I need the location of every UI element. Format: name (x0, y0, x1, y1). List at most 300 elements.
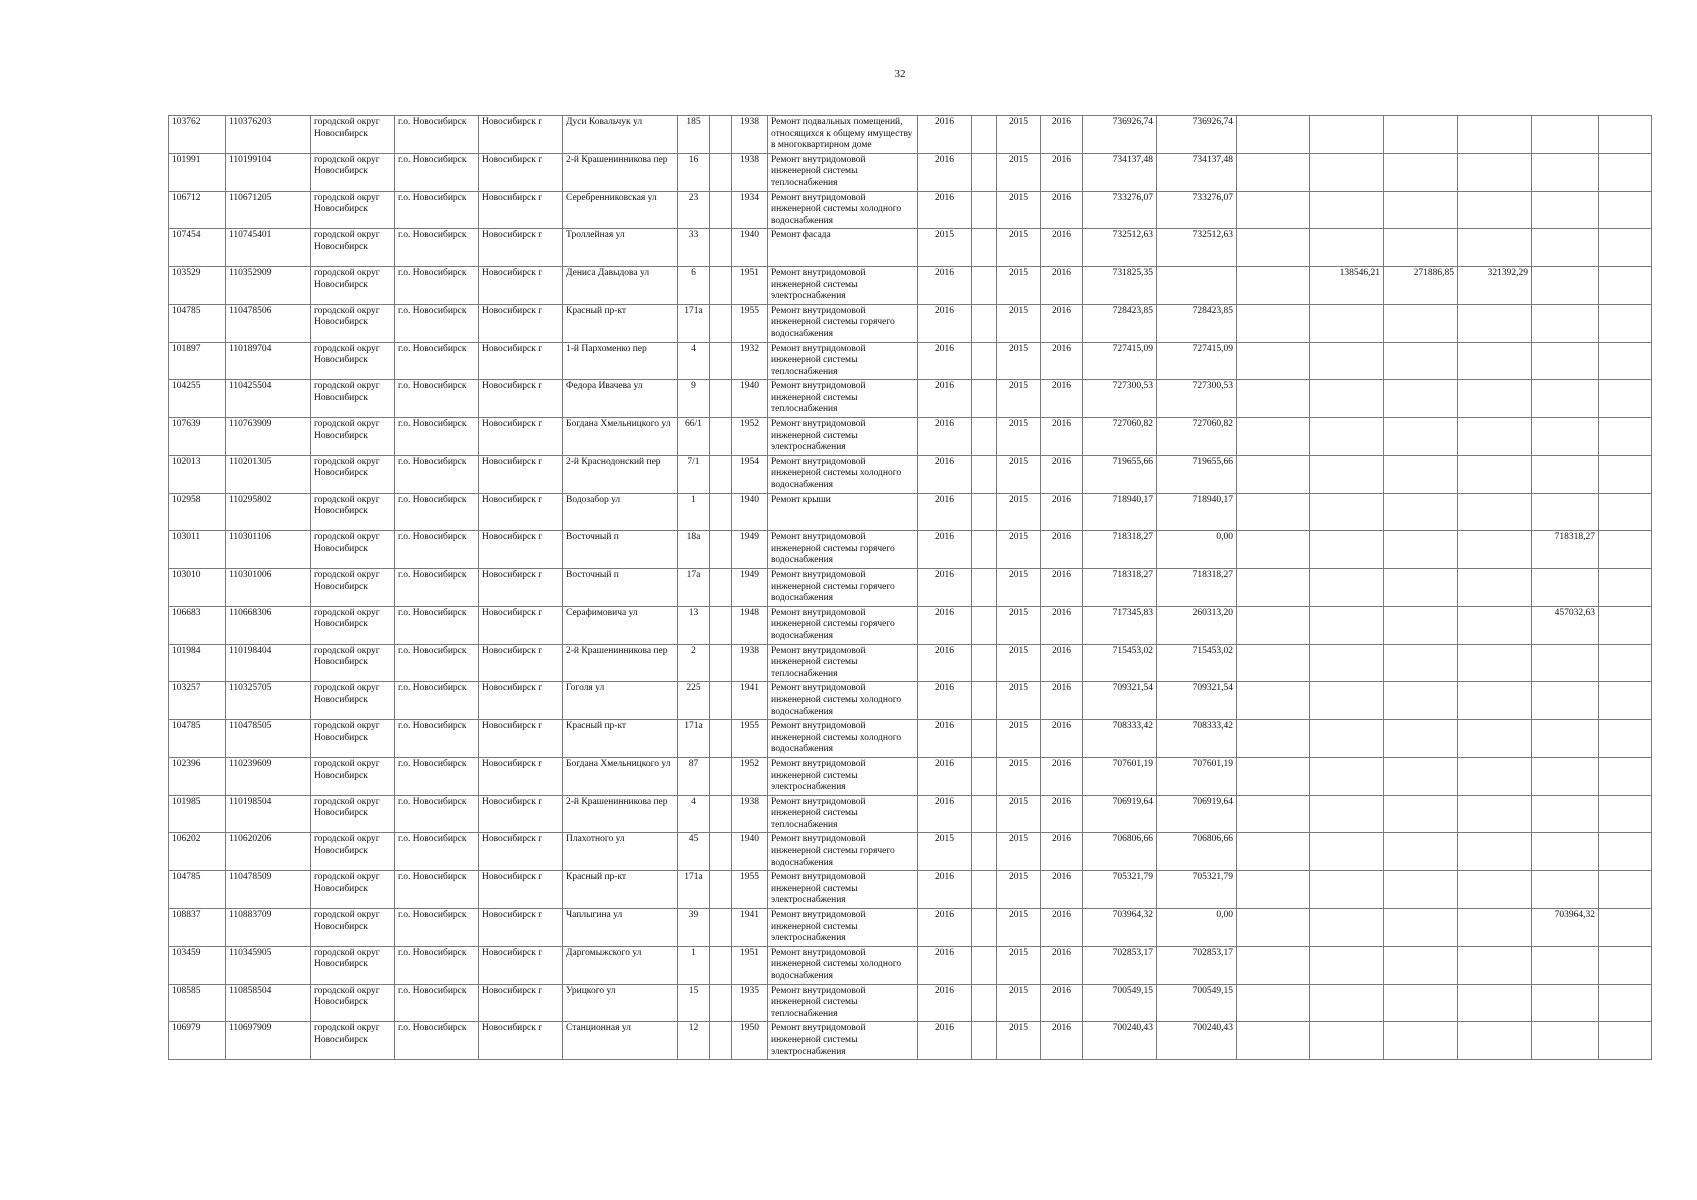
cell-municipal-entity: г.о. Новосибирск (395, 757, 479, 795)
cell-work-type: Ремонт внутридомовой инженерной системы холодного водоснабжения (768, 455, 918, 493)
cell-fund-cost: 718318,27 (1157, 569, 1237, 607)
cell-end-year: 2016 (1041, 116, 1083, 154)
cell-municipal-entity: г.о. Новосибирск (395, 795, 479, 833)
cell-locality: Новосибирск г (479, 342, 563, 380)
cell-object-id: 104785 (169, 720, 226, 758)
cell-other-funds: 703964,32 (1532, 909, 1599, 947)
cell-municipal-entity: г.о. Новосибирск (395, 720, 479, 758)
cell-fund-cost: 727060,82 (1157, 418, 1237, 456)
cell-end-year: 2016 (1041, 606, 1083, 644)
cell-start-year: 2015 (997, 229, 1041, 267)
cell-house-code: 110295802 (226, 493, 311, 531)
cell-locality: Новосибирск г (479, 569, 563, 607)
cell-house-code: 110199104 (226, 153, 311, 191)
cell-work-type: Ремонт фасада (768, 229, 918, 267)
cell-end-year: 2016 (1041, 418, 1083, 456)
cell-start-year: 2015 (997, 342, 1041, 380)
cell-building (710, 606, 732, 644)
cell-street: 2-й Крашенинникова пер (563, 153, 678, 191)
cell-extra (1599, 833, 1652, 871)
cell-other-funds (1532, 455, 1599, 493)
cell-owners-funds (1458, 720, 1532, 758)
cell-regional-funds (1310, 909, 1384, 947)
cell-street: Гоголя ул (563, 682, 678, 720)
cell-start-year: 2015 (997, 644, 1041, 682)
cell-fund-cost: 718940,17 (1157, 493, 1237, 531)
table-row (169, 266, 1652, 304)
cell-object-id: 106712 (169, 191, 226, 229)
cell-other-funds (1532, 493, 1599, 531)
cell-local-funds (1384, 229, 1458, 267)
cell-other-funds (1532, 1022, 1599, 1060)
cell-regional-funds (1310, 229, 1384, 267)
cell-municipality: городской округ Новосибирск (311, 569, 395, 607)
cell-owners-funds (1458, 833, 1532, 871)
table-row (169, 380, 1652, 418)
cell-end-year: 2016 (1041, 229, 1083, 267)
cell-end-year: 2016 (1041, 984, 1083, 1022)
cell-house-code: 110425504 (226, 380, 311, 418)
cell-municipal-entity: г.о. Новосибирск (395, 266, 479, 304)
cell-owners-funds (1458, 191, 1532, 229)
cell-total-cost: 707601,19 (1083, 757, 1157, 795)
cell-locality: Новосибирск г (479, 795, 563, 833)
cell-start-year: 2015 (997, 266, 1041, 304)
cell-total-cost: 718318,27 (1083, 569, 1157, 607)
cell-extra (1599, 531, 1652, 569)
cell-locality: Новосибирск г (479, 682, 563, 720)
table-row (169, 833, 1652, 871)
cell-extra (1599, 342, 1652, 380)
cell-reserved (972, 682, 997, 720)
cell-regional-funds (1310, 833, 1384, 871)
cell-street: Плахотного ул (563, 833, 678, 871)
cell-building (710, 569, 732, 607)
cell-total-cost: 700240,43 (1083, 1022, 1157, 1060)
cell-work-type: Ремонт внутридомовой инженерной системы теплоснабжения (768, 644, 918, 682)
cell-extra (1599, 984, 1652, 1022)
cell-build-year: 1940 (732, 833, 768, 871)
cell-municipal-entity: г.о. Новосибирск (395, 871, 479, 909)
cell-federal-funds (1237, 153, 1310, 191)
cell-owners-funds: 321392,29 (1458, 266, 1532, 304)
cell-local-funds (1384, 569, 1458, 607)
table-row (169, 795, 1652, 833)
table-row (169, 757, 1652, 795)
cell-end-year: 2016 (1041, 569, 1083, 607)
cell-house-code: 110239609 (226, 757, 311, 795)
cell-extra (1599, 304, 1652, 342)
cell-locality: Новосибирск г (479, 606, 563, 644)
cell-municipal-entity: г.о. Новосибирск (395, 342, 479, 380)
table-row (169, 720, 1652, 758)
cell-reserved (972, 833, 997, 871)
cell-start-year: 2015 (997, 531, 1041, 569)
cell-locality: Новосибирск г (479, 720, 563, 758)
cell-locality: Новосибирск г (479, 116, 563, 154)
cell-locality: Новосибирск г (479, 191, 563, 229)
cell-end-year: 2016 (1041, 380, 1083, 418)
cell-extra (1599, 569, 1652, 607)
cell-plan-year: 2015 (918, 833, 972, 871)
cell-federal-funds (1237, 229, 1310, 267)
cell-federal-funds (1237, 909, 1310, 947)
cell-house-number: 1 (678, 493, 710, 531)
cell-regional-funds (1310, 342, 1384, 380)
cell-municipal-entity: г.о. Новосибирск (395, 493, 479, 531)
cell-owners-funds (1458, 531, 1532, 569)
cell-municipality: городской округ Новосибирск (311, 871, 395, 909)
cell-locality: Новосибирск г (479, 757, 563, 795)
cell-house-code: 110763909 (226, 418, 311, 456)
cell-plan-year: 2016 (918, 191, 972, 229)
cell-municipal-entity: г.о. Новосибирск (395, 569, 479, 607)
cell-building (710, 304, 732, 342)
cell-regional-funds (1310, 1022, 1384, 1060)
cell-house-code: 110198504 (226, 795, 311, 833)
cell-regional-funds (1310, 682, 1384, 720)
cell-federal-funds (1237, 1022, 1310, 1060)
cell-municipality: городской округ Новосибирск (311, 682, 395, 720)
cell-local-funds (1384, 833, 1458, 871)
cell-fund-cost: 728423,85 (1157, 304, 1237, 342)
cell-other-funds (1532, 229, 1599, 267)
cell-work-type: Ремонт внутридомовой инженерной системы электроснабжения (768, 757, 918, 795)
cell-house-number: 185 (678, 116, 710, 154)
table-row (169, 116, 1652, 154)
cell-house-code: 110478506 (226, 304, 311, 342)
cell-plan-year: 2016 (918, 116, 972, 154)
cell-plan-year: 2016 (918, 984, 972, 1022)
cell-other-funds: 718318,27 (1532, 531, 1599, 569)
cell-total-cost: 731825,35 (1083, 266, 1157, 304)
cell-total-cost: 718318,27 (1083, 531, 1157, 569)
cell-other-funds (1532, 380, 1599, 418)
cell-extra (1599, 909, 1652, 947)
cell-end-year: 2016 (1041, 833, 1083, 871)
cell-building (710, 1022, 732, 1060)
cell-house-code: 110478505 (226, 720, 311, 758)
cell-fund-cost: 727300,53 (1157, 380, 1237, 418)
cell-plan-year: 2015 (918, 229, 972, 267)
cell-building (710, 380, 732, 418)
cell-object-id: 103257 (169, 682, 226, 720)
cell-building (710, 909, 732, 947)
cell-federal-funds (1237, 795, 1310, 833)
cell-locality: Новосибирск г (479, 266, 563, 304)
cell-federal-funds (1237, 606, 1310, 644)
cell-house-code: 110301106 (226, 531, 311, 569)
cell-municipality: городской округ Новосибирск (311, 531, 395, 569)
cell-total-cost: 705321,79 (1083, 871, 1157, 909)
cell-fund-cost: 732512,63 (1157, 229, 1237, 267)
table-row (169, 304, 1652, 342)
cell-federal-funds (1237, 116, 1310, 154)
cell-object-id: 101984 (169, 644, 226, 682)
table-row (169, 342, 1652, 380)
cell-building (710, 720, 732, 758)
cell-federal-funds (1237, 757, 1310, 795)
cell-owners-funds (1458, 1022, 1532, 1060)
cell-building (710, 795, 732, 833)
cell-house-number: 23 (678, 191, 710, 229)
cell-local-funds (1384, 606, 1458, 644)
cell-building (710, 191, 732, 229)
cell-fund-cost: 719655,66 (1157, 455, 1237, 493)
cell-build-year: 1940 (732, 229, 768, 267)
cell-work-type: Ремонт внутридомовой инженерной системы электроснабжения (768, 266, 918, 304)
cell-municipal-entity: г.о. Новосибирск (395, 984, 479, 1022)
cell-build-year: 1952 (732, 418, 768, 456)
cell-fund-cost: 700240,43 (1157, 1022, 1237, 1060)
cell-street: Урицкого ул (563, 984, 678, 1022)
cell-work-type: Ремонт внутридомовой инженерной системы теплоснабжения (768, 153, 918, 191)
cell-owners-funds (1458, 984, 1532, 1022)
cell-municipality: городской округ Новосибирск (311, 342, 395, 380)
cell-regional-funds: 138546,21 (1310, 266, 1384, 304)
cell-municipal-entity: г.о. Новосибирск (395, 229, 479, 267)
cell-plan-year: 2016 (918, 342, 972, 380)
cell-house-code: 110345905 (226, 946, 311, 984)
cell-municipal-entity: г.о. Новосибирск (395, 191, 479, 229)
cell-other-funds (1532, 757, 1599, 795)
cell-work-type: Ремонт внутридомовой инженерной системы теплоснабжения (768, 984, 918, 1022)
table-row (169, 531, 1652, 569)
cell-end-year: 2016 (1041, 909, 1083, 947)
cell-locality: Новосибирск г (479, 153, 563, 191)
cell-start-year: 2015 (997, 720, 1041, 758)
cell-house-number: 18а (678, 531, 710, 569)
cell-owners-funds (1458, 229, 1532, 267)
cell-building (710, 531, 732, 569)
cell-house-code: 110745401 (226, 229, 311, 267)
cell-object-id: 104785 (169, 871, 226, 909)
cell-street: Богдана Хмельницкого ул (563, 418, 678, 456)
cell-work-type: Ремонт внутридомовой инженерной системы теплоснабжения (768, 795, 918, 833)
cell-plan-year: 2016 (918, 1022, 972, 1060)
cell-start-year: 2015 (997, 833, 1041, 871)
cell-building (710, 757, 732, 795)
cell-municipal-entity: г.о. Новосибирск (395, 682, 479, 720)
cell-building (710, 946, 732, 984)
cell-end-year: 2016 (1041, 191, 1083, 229)
cell-extra (1599, 946, 1652, 984)
cell-total-cost: 700549,15 (1083, 984, 1157, 1022)
cell-locality: Новосибирск г (479, 833, 563, 871)
cell-house-number: 13 (678, 606, 710, 644)
cell-regional-funds (1310, 493, 1384, 531)
cell-other-funds: 457032,63 (1532, 606, 1599, 644)
cell-fund-cost: 715453,02 (1157, 644, 1237, 682)
table-row (169, 984, 1652, 1022)
cell-end-year: 2016 (1041, 493, 1083, 531)
cell-reserved (972, 304, 997, 342)
cell-reserved (972, 757, 997, 795)
cell-building (710, 342, 732, 380)
cell-street: Богдана Хмельницкого ул (563, 757, 678, 795)
cell-municipal-entity: г.о. Новосибирск (395, 304, 479, 342)
cell-owners-funds (1458, 606, 1532, 644)
cell-start-year: 2015 (997, 871, 1041, 909)
cell-extra (1599, 795, 1652, 833)
cell-regional-funds (1310, 606, 1384, 644)
cell-total-cost: 734137,48 (1083, 153, 1157, 191)
cell-building (710, 682, 732, 720)
cell-municipality: городской округ Новосибирск (311, 946, 395, 984)
cell-house-code: 110198404 (226, 644, 311, 682)
cell-total-cost: 732512,63 (1083, 229, 1157, 267)
cell-house-number: 4 (678, 795, 710, 833)
cell-plan-year: 2016 (918, 682, 972, 720)
cell-reserved (972, 153, 997, 191)
cell-reserved (972, 380, 997, 418)
cell-end-year: 2016 (1041, 720, 1083, 758)
cell-total-cost: 717345,83 (1083, 606, 1157, 644)
cell-municipality: городской округ Новосибирск (311, 720, 395, 758)
cell-extra (1599, 1022, 1652, 1060)
cell-object-id: 101897 (169, 342, 226, 380)
cell-reserved (972, 229, 997, 267)
cell-end-year: 2016 (1041, 266, 1083, 304)
cell-plan-year: 2016 (918, 531, 972, 569)
cell-fund-cost: 708333,42 (1157, 720, 1237, 758)
cell-start-year: 2015 (997, 1022, 1041, 1060)
cell-plan-year: 2016 (918, 909, 972, 947)
cell-federal-funds (1237, 342, 1310, 380)
cell-federal-funds (1237, 191, 1310, 229)
cell-house-code: 110376203 (226, 116, 311, 154)
cell-regional-funds (1310, 153, 1384, 191)
cell-locality: Новосибирск г (479, 984, 563, 1022)
cell-municipality: городской округ Новосибирск (311, 191, 395, 229)
cell-other-funds (1532, 266, 1599, 304)
cell-extra (1599, 418, 1652, 456)
cell-start-year: 2015 (997, 909, 1041, 947)
cell-municipal-entity: г.о. Новосибирск (395, 418, 479, 456)
cell-municipal-entity: г.о. Новосибирск (395, 909, 479, 947)
cell-local-funds (1384, 455, 1458, 493)
cell-municipality: городской округ Новосибирск (311, 418, 395, 456)
cell-street: 2-й Крашенинникова пер (563, 644, 678, 682)
cell-other-funds (1532, 833, 1599, 871)
cell-other-funds (1532, 191, 1599, 229)
cell-build-year: 1955 (732, 720, 768, 758)
table-row (169, 909, 1652, 947)
cell-work-type: Ремонт внутридомовой инженерной системы холодного водоснабжения (768, 946, 918, 984)
cell-house-code: 110671205 (226, 191, 311, 229)
cell-owners-funds (1458, 569, 1532, 607)
cell-fund-cost: 705321,79 (1157, 871, 1237, 909)
cell-owners-funds (1458, 682, 1532, 720)
cell-regional-funds (1310, 569, 1384, 607)
cell-municipality: городской округ Новосибирск (311, 757, 395, 795)
table-row (169, 455, 1652, 493)
cell-local-funds (1384, 493, 1458, 531)
cell-regional-funds (1310, 871, 1384, 909)
cell-local-funds (1384, 191, 1458, 229)
cell-fund-cost: 706919,64 (1157, 795, 1237, 833)
cell-house-number: 39 (678, 909, 710, 947)
cell-build-year: 1938 (732, 153, 768, 191)
cell-object-id: 102013 (169, 455, 226, 493)
cell-federal-funds (1237, 418, 1310, 456)
table-row (169, 229, 1652, 267)
table-row (169, 682, 1652, 720)
cell-local-funds (1384, 795, 1458, 833)
cell-build-year: 1941 (732, 909, 768, 947)
cell-local-funds (1384, 380, 1458, 418)
cell-municipality: городской округ Новосибирск (311, 644, 395, 682)
cell-municipality: городской округ Новосибирск (311, 1022, 395, 1060)
cell-federal-funds (1237, 380, 1310, 418)
table-row (169, 569, 1652, 607)
cell-house-number: 17а (678, 569, 710, 607)
cell-work-type: Ремонт внутридомовой инженерной системы теплоснабжения (768, 342, 918, 380)
cell-end-year: 2016 (1041, 455, 1083, 493)
cell-extra (1599, 229, 1652, 267)
cell-building (710, 833, 732, 871)
cell-federal-funds (1237, 984, 1310, 1022)
cell-object-id: 108585 (169, 984, 226, 1022)
cell-total-cost: 718940,17 (1083, 493, 1157, 531)
cell-plan-year: 2016 (918, 304, 972, 342)
cell-end-year: 2016 (1041, 757, 1083, 795)
cell-locality: Новосибирск г (479, 418, 563, 456)
cell-house-number: 33 (678, 229, 710, 267)
cell-street: Восточный п (563, 569, 678, 607)
repair-register-table (168, 115, 1652, 1060)
cell-local-funds: 271886,85 (1384, 266, 1458, 304)
cell-work-type: Ремонт внутридомовой инженерной системы горячего водоснабжения (768, 531, 918, 569)
cell-reserved (972, 116, 997, 154)
cell-object-id: 103010 (169, 569, 226, 607)
table-row (169, 606, 1652, 644)
cell-reserved (972, 720, 997, 758)
cell-start-year: 2015 (997, 757, 1041, 795)
cell-building (710, 455, 732, 493)
cell-work-type: Ремонт внутридомовой инженерной системы электроснабжения (768, 418, 918, 456)
cell-federal-funds (1237, 946, 1310, 984)
cell-regional-funds (1310, 380, 1384, 418)
cell-fund-cost: 733276,07 (1157, 191, 1237, 229)
cell-federal-funds (1237, 569, 1310, 607)
cell-build-year: 1951 (732, 946, 768, 984)
cell-building (710, 116, 732, 154)
cell-other-funds (1532, 795, 1599, 833)
cell-total-cost: 727415,09 (1083, 342, 1157, 380)
cell-other-funds (1532, 682, 1599, 720)
cell-fund-cost: 734137,48 (1157, 153, 1237, 191)
cell-plan-year: 2016 (918, 569, 972, 607)
cell-build-year: 1951 (732, 266, 768, 304)
cell-build-year: 1941 (732, 682, 768, 720)
cell-local-funds (1384, 682, 1458, 720)
cell-street: Станционная ул (563, 1022, 678, 1060)
cell-building (710, 153, 732, 191)
cell-extra (1599, 455, 1652, 493)
cell-end-year: 2016 (1041, 946, 1083, 984)
cell-total-cost: 715453,02 (1083, 644, 1157, 682)
cell-municipal-entity: г.о. Новосибирск (395, 606, 479, 644)
cell-municipal-entity: г.о. Новосибирск (395, 531, 479, 569)
cell-other-funds (1532, 720, 1599, 758)
cell-street: Серафимовича ул (563, 606, 678, 644)
cell-other-funds (1532, 304, 1599, 342)
cell-object-id: 102958 (169, 493, 226, 531)
cell-municipal-entity: г.о. Новосибирск (395, 380, 479, 418)
cell-building (710, 229, 732, 267)
cell-end-year: 2016 (1041, 1022, 1083, 1060)
